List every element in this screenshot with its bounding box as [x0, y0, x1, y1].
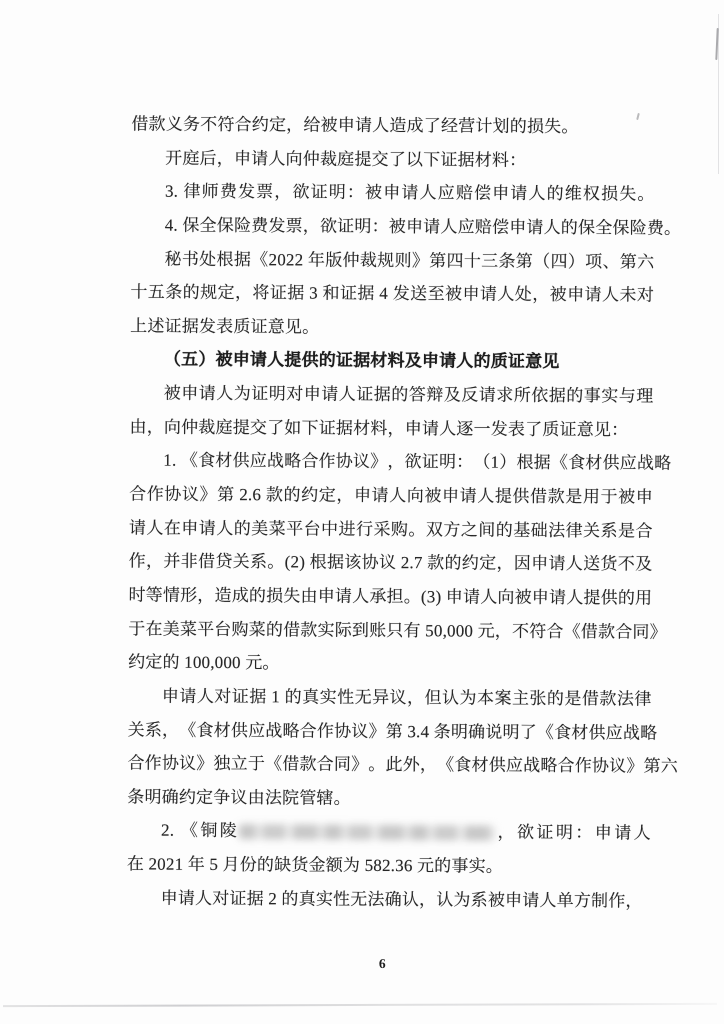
- text-line: 合 作 协 议 》 第 2.6 款 的 约 定 ， 申 请 人 向 被 申 请 人 提 供 借 款 是 用 于 被 申: [129, 484, 653, 507]
- text-line: 申请人对证据 2 的真实性无法确认，认为系被申请人单方制作，: [160, 888, 643, 911]
- text-line: 请 人 在 申 请 人 的 美 菜 平 台 中 进 行 采 购 。 双 方 之 间 的 基 础 法 律 关 系 是 合: [128, 518, 653, 541]
- text-line: 4. 保 全 保 险 费 发 票 ， 欲 证 明 ： 被 申 请 人 应 赔 偿 申 请 人 的 保 全 保 险 费 。: [164, 215, 682, 238]
- text-line: 1. 《 食 材 供 应 战 略 合 作 协 议 》 ， 欲 证 明 ： （ 1 ） 根 据 《 食 材 供 应 战 略: [163, 451, 672, 474]
- redacted-text-blur: [239, 824, 495, 841]
- text-line: 于 在 美 菜 平 台 购 菜 的 借 款 实 际 到 账 只 有 50,000 元 ， 不 符 合 《 借 款 合 同 》: [128, 619, 667, 642]
- text-line: 时 等 情 形 ， 造 成 的 损 失 由 申 请 人 承 担 。 (3) 申 请 人 向 被 申 请 人 提 供 的 用: [128, 585, 653, 608]
- text-line: 申 请 人 对 证 据 1 的 真 实 性 无 异 议 ， 但 认 为 本 案 主 张 的 是 借 款 法 律: [161, 686, 652, 709]
- text-line: 合 作 协 议 》 独 立 于 《 借 款 合 同 》 。 此 外 ， 《 食 材 供 应 战 略 合 作 协 议 》 第 六: [127, 753, 679, 776]
- text-line: 被 申 请 人 为 证 明 对 申 请 人 证 据 的 答 辩 及 反 请 求 所 依 据 的 事 实 与 理: [163, 383, 654, 406]
- text-line: 开庭后，申请人向仲裁庭提交了以下证据材料：: [165, 148, 527, 170]
- text-line: 条明确约定争议由法院管辖。: [127, 787, 351, 808]
- text-line: 借款义务不符合约定，给被申请人造成了经营计划的损失。: [131, 114, 579, 137]
- text-line: 在 2021 年 5 月份的缺货金额为 582.36 元的事实。: [126, 854, 504, 876]
- text-line: 上述证据发表质证意见。: [130, 316, 320, 337]
- text-line: 由，向仲裁庭提交了如下证据材料，申请人逐一发表了质证意见：: [129, 417, 629, 440]
- section-heading: （五）被申请人提供的证据材料及申请人的质证意见: [163, 350, 560, 372]
- text-line: 关 系 ， 《 食 材 供 应 战 略 合 作 协 议 》 第 3.4 条 明 确 说 明 了 《 食 材 供 应 战 略: [127, 719, 658, 743]
- document-body: [126, 107, 682, 918]
- text-line: 约定的 100,000 元。: [128, 652, 280, 673]
- text-line: 2. 《 铜 陵 ， 欲 证 明 ： 申 请 人: [161, 821, 651, 844]
- text-line: 作 ， 并 非 借 贷 关 系 。 (2) 根 据 该 协 议 2.7 款 的 约 定 ， 因 申 请 人 送 货 不 及: [128, 551, 653, 574]
- page-number: 6: [378, 955, 386, 971]
- text-line: 十 五 条 的 规 定 ， 将 证 据 3 和 证 据 4 发 送 至 被 申 请 人 处 ， 被 申 请 人 未 对: [130, 282, 655, 305]
- text-line: 3. 律 师 费 发 票 ， 欲 证 明 ： 被 申 请 人 应 赔 偿 申 请 人 的 维 权 损 失 。: [164, 181, 655, 204]
- text-line: 秘 书 处 根 据 《 2022 年 版 仲 裁 规 则 》 第 四 十 三 条 第 （ 四 ） 项 、 第 六: [164, 249, 655, 272]
